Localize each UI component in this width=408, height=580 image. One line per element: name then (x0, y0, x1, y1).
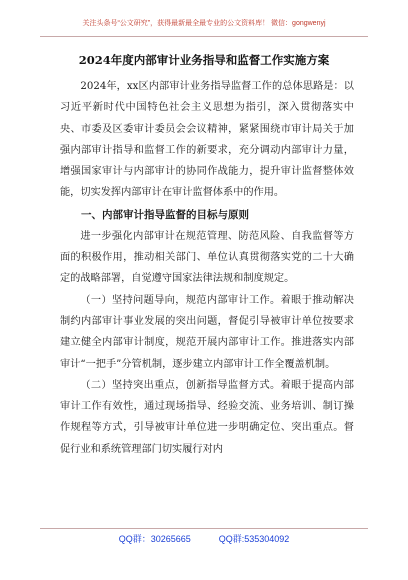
section-paragraph: （一）坚持问题导向，规范内部审计工作。着眼于推动解决制约内部审计事业发展的突出问题，督促引导被审计单位按要求建立健全内部审计制度，规范开展内部审计工作。推进落实内部审计“一把手”分管机制，逐步建立内部审计工作全覆盖机制。 (60, 294, 354, 370)
section-paragraph: 进一步强化内部审计在规范管理、防范风险、自我监督等方面的积极作用，推动相关部门、单位认真贯彻落实党的二十大确定的战略部署，自觉遵守国家法律法规和制度规定。 (60, 230, 354, 285)
footer-qq-group-1: QQ群：30265665 (118, 534, 191, 544)
footer-qq-group-2: QQ群:535304092 (218, 534, 290, 544)
page-header (40, 16, 368, 37)
document-body (60, 76, 354, 460)
header-promo-text: 关注头条号“公文研究”，获得最新最全最专业的公文资料库！ 微信：gongwenyj (82, 20, 326, 27)
section-heading: 一、内部审计指导监督的目标与原则 (81, 208, 249, 221)
document-title: 2024年度内部审计业务指导和监督工作实施方案 (78, 53, 330, 67)
page-footer (40, 528, 368, 551)
section-paragraph: （二）坚持突出重点，创新指导监督方式。着眼于提高内部审计工作有效性，通过现场指导、经验交流、业务培训、制订操作规程等方式，引导被审计单位进一步明确定位、突出重点。督促行业和系统管理部门切实履行对内 (60, 379, 354, 455)
intro-paragraph: 2024年，xx区内部审计业务指导监督工作的总体思路是：以习近平新时代中国特色社会主义思想为指引，深入贯彻落实中央、市委及区委审计委员会会议精神，紧紧围绕市审计局关于加强内部审计指导和监督工作的新要求，充分调动内部审计力量，增强国家审计与内部审计的协同作战能力，提升审计监督整体效能，切实发挥内部审计在审计监督体系中的作用。 (60, 81, 354, 199)
